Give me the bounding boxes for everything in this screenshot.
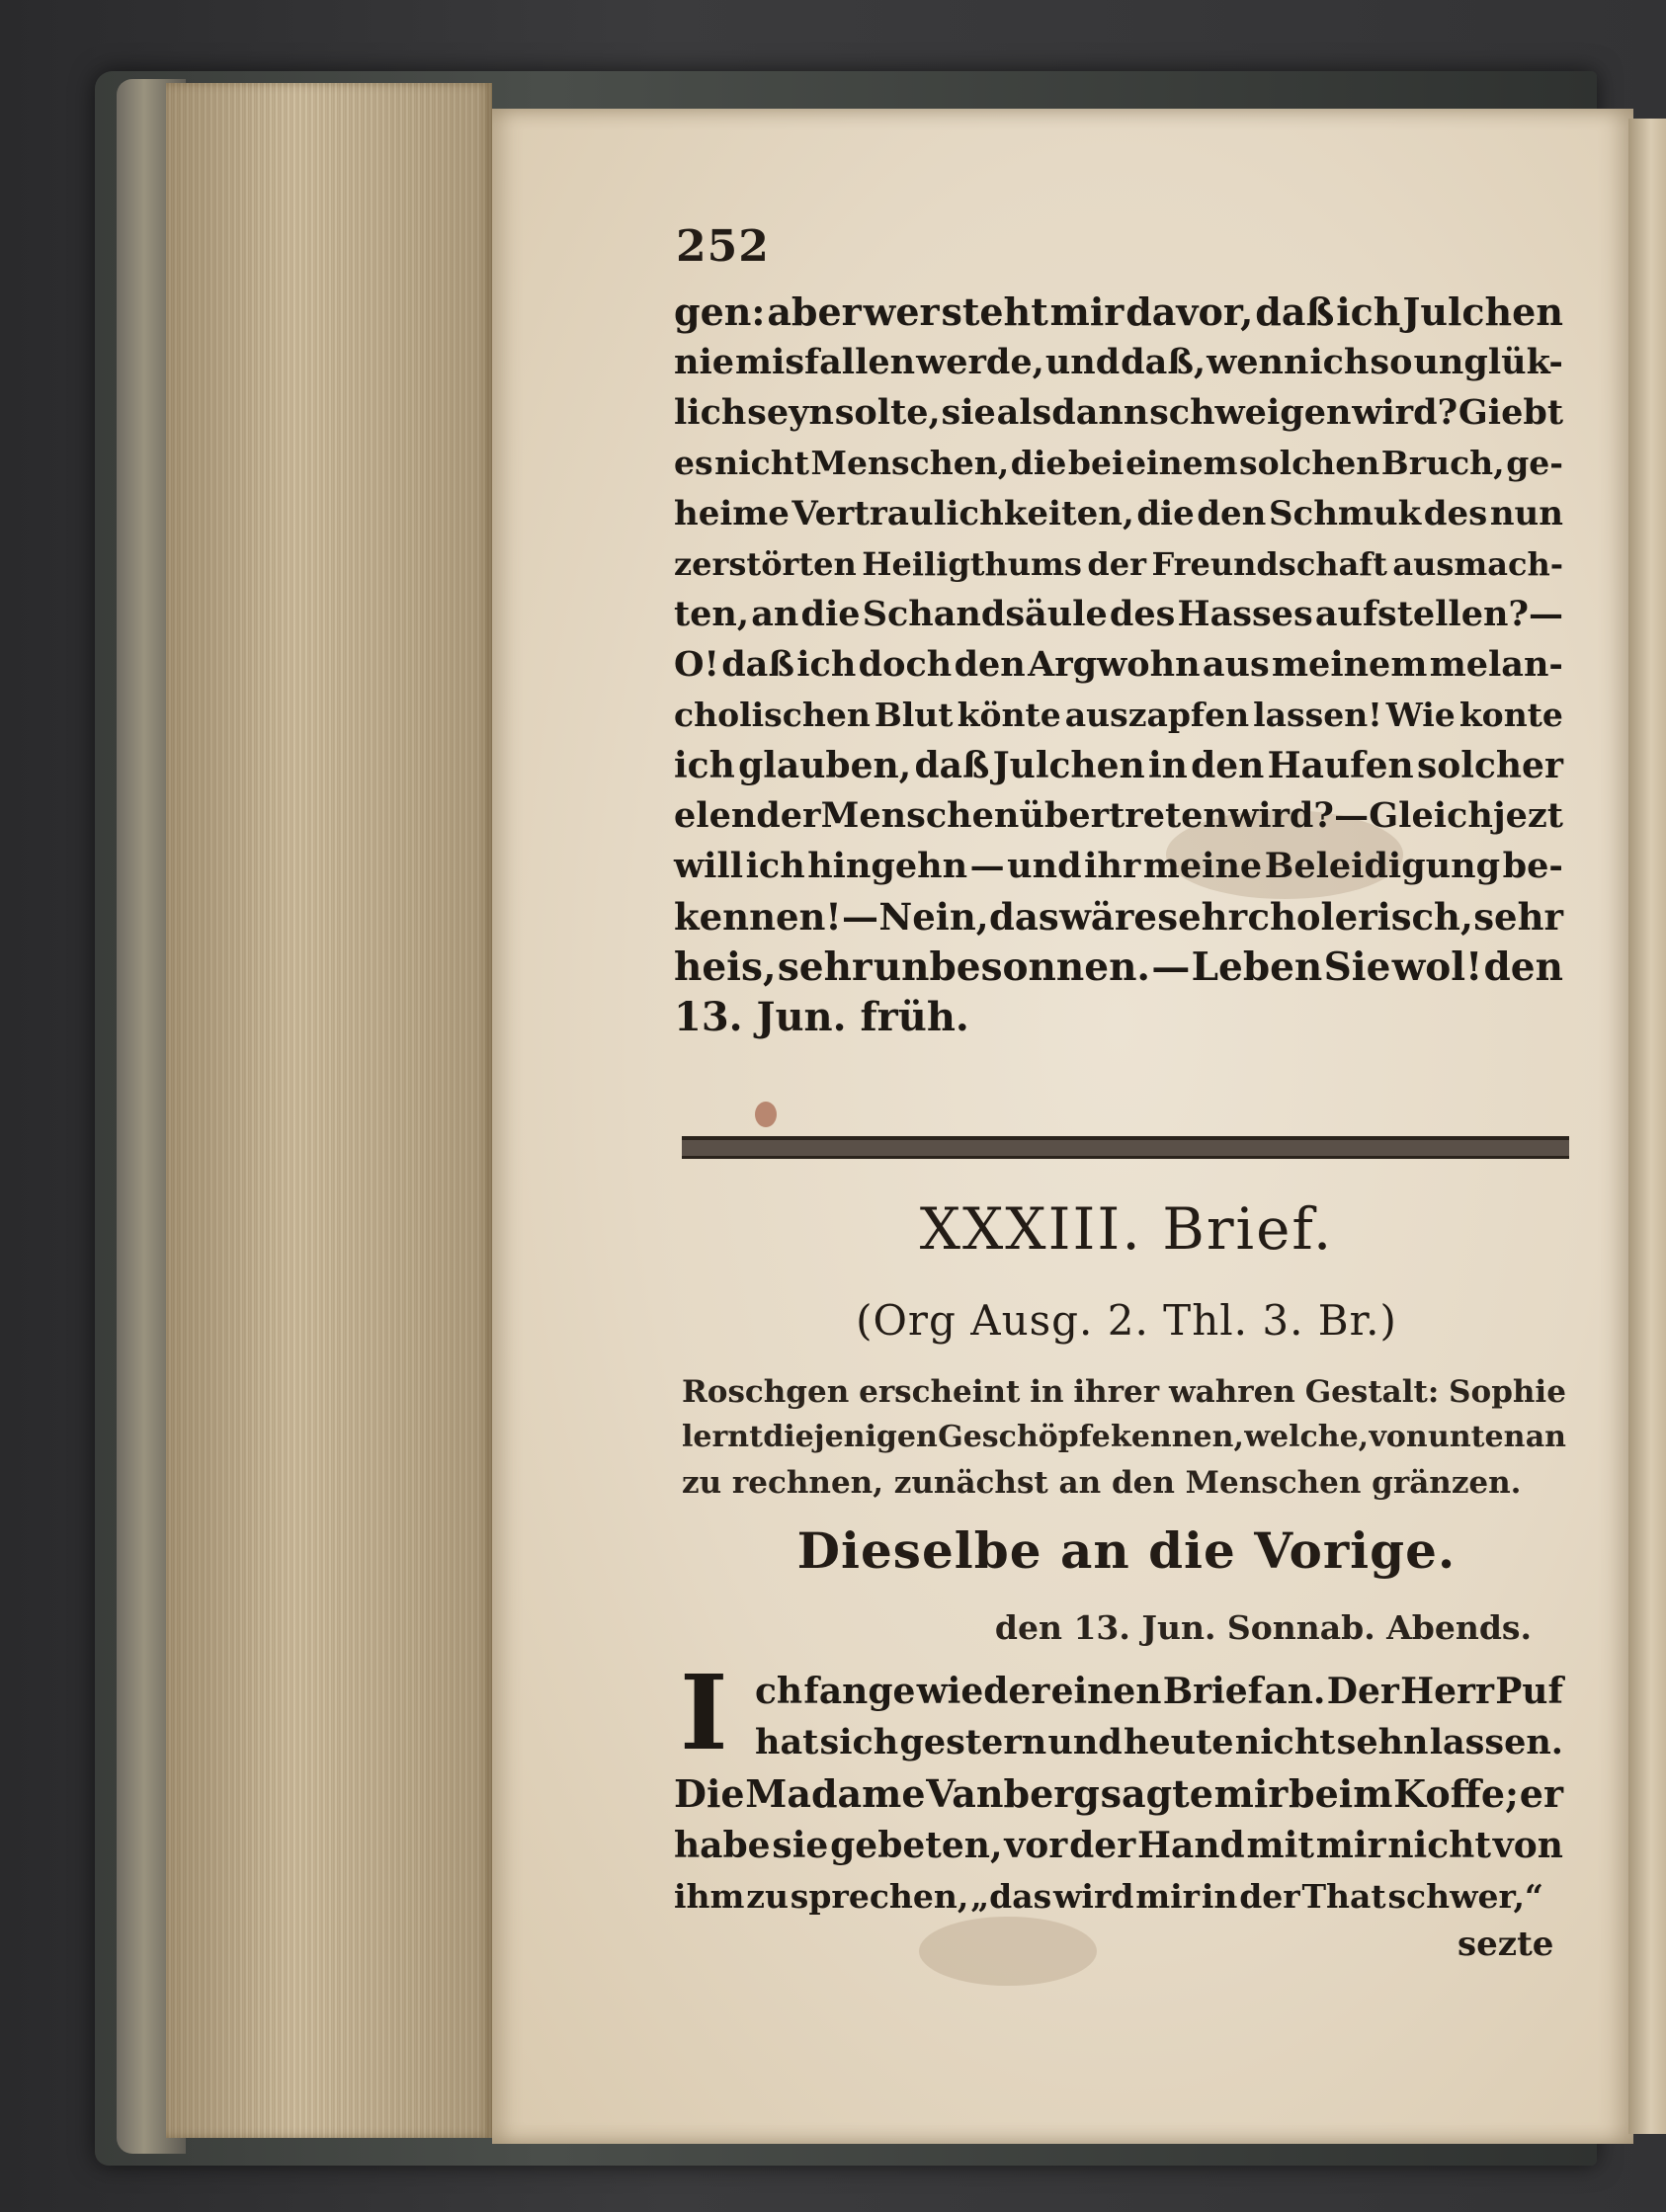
word: des: [1423, 494, 1488, 533]
word: lernt: [682, 1420, 763, 1454]
word: Gleich: [1369, 795, 1493, 836]
word: nie: [674, 342, 735, 382]
word: in: [1147, 745, 1188, 786]
text-line-content: [674, 893, 1563, 941]
word: cholischen: [674, 696, 871, 734]
word: Beleidigung: [1264, 846, 1501, 886]
text-line-content: [674, 540, 1563, 588]
word: wird: [1053, 1877, 1134, 1916]
word: nicht: [714, 444, 809, 482]
summary-line: [682, 1371, 1566, 1413]
word: ich: [796, 644, 857, 685]
word: mit: [1246, 1825, 1314, 1866]
word: diejenigen: [763, 1420, 938, 1454]
word: ich: [745, 846, 805, 886]
word: sie: [941, 392, 996, 433]
word: Giebt: [1458, 392, 1563, 433]
word: er: [1519, 1771, 1563, 1816]
word: daß: [1255, 289, 1335, 334]
text-line-content: [674, 843, 1563, 890]
word: heute: [1123, 1722, 1234, 1762]
word: Julchen: [992, 745, 1145, 786]
word: ich: [674, 745, 735, 786]
word: wird?: [1352, 392, 1458, 433]
word: ten,: [674, 594, 750, 634]
word: meinem: [1272, 644, 1428, 685]
word: Haufen: [1267, 745, 1414, 786]
word: wieder: [916, 1671, 1050, 1712]
paper-stain: [919, 1917, 1097, 1986]
word: die: [1010, 444, 1067, 482]
text-line-content: [674, 692, 1563, 739]
word: misfallen: [735, 342, 916, 382]
text-line: [674, 692, 1563, 739]
word: Freundschaft: [1151, 545, 1387, 583]
word: be-: [1502, 846, 1563, 886]
word: den: [954, 644, 1026, 685]
word: Wie: [1385, 696, 1456, 734]
word: hat: [755, 1722, 819, 1762]
word: Blut: [874, 696, 954, 734]
body-line-content: [755, 1668, 1563, 1715]
word: solchen: [1239, 444, 1380, 482]
word: Hasses: [1177, 594, 1313, 634]
body-line-content: [674, 1873, 1543, 1921]
text-line-content: [674, 339, 1563, 386]
word: wahren: [1168, 1374, 1295, 1410]
body-line: [755, 1668, 1563, 1715]
word: Puf: [1495, 1671, 1563, 1712]
body-line: [674, 1770, 1563, 1818]
word: solcher: [1417, 745, 1563, 786]
word: hingehn: [807, 846, 968, 886]
word: vor: [1004, 1825, 1068, 1866]
word: auszapfen: [1064, 696, 1250, 734]
word: zerstörten: [674, 545, 857, 583]
word: wird?: [1228, 795, 1334, 836]
text-line-content: [674, 389, 1563, 437]
facing-page-edge: [1628, 119, 1666, 2134]
word: daß,: [1121, 342, 1207, 382]
word: könte: [957, 696, 1061, 734]
dateline: den 13. Jun. Sonnab. Abends.: [994, 1608, 1532, 1647]
text-line-content: [674, 490, 1563, 537]
word: cholerisch,: [1247, 895, 1473, 939]
word: gestern: [899, 1722, 1047, 1762]
word: einen: [1050, 1671, 1162, 1712]
word: zu: [746, 1877, 789, 1916]
text-line: [674, 893, 1563, 941]
word: der: [1069, 1825, 1136, 1866]
text-line-content: [674, 742, 1563, 789]
word: heis,: [674, 944, 777, 990]
word: fange: [803, 1671, 916, 1712]
word: will: [674, 846, 744, 886]
word: unglük-: [1413, 342, 1563, 382]
word: That: [1301, 1877, 1386, 1916]
word: an: [1525, 1420, 1566, 1454]
word: Bruch,: [1380, 444, 1505, 482]
word: sehn: [1336, 1722, 1429, 1762]
text-line: [674, 994, 1563, 1041]
word: bei: [1067, 444, 1125, 482]
word: glauben,: [738, 745, 912, 786]
word: und: [1007, 846, 1082, 886]
word: alsdann: [996, 392, 1149, 433]
word: mir: [1135, 1877, 1201, 1916]
ink-spot: [755, 1102, 777, 1127]
text-line: [674, 742, 1563, 789]
word: solte,: [834, 392, 941, 433]
word: Sie: [1323, 944, 1391, 990]
word: lich: [674, 392, 747, 433]
word: die: [800, 594, 861, 634]
word: ihrer: [1073, 1374, 1160, 1410]
word: ich: [1336, 289, 1401, 334]
word: den: [1191, 745, 1265, 786]
word: Leben: [1191, 944, 1323, 990]
word: Madame: [745, 1771, 926, 1816]
word: wer: [863, 289, 940, 334]
drop-cap: I: [680, 1652, 728, 1773]
summary-line-content: [682, 1417, 1566, 1458]
page-block-shade: [166, 83, 492, 2138]
word: —: [842, 895, 879, 939]
word: aus: [1202, 644, 1270, 685]
word: heime: [674, 494, 790, 533]
word: Julchen: [1402, 289, 1563, 334]
word: wol!: [1391, 944, 1483, 990]
word: jezt: [1493, 795, 1563, 836]
word: Sophie: [1449, 1374, 1566, 1410]
word: gen:: [674, 289, 766, 334]
word: sagte: [1100, 1771, 1213, 1816]
catchword: sezte: [1458, 1925, 1554, 1964]
text-line: [674, 792, 1563, 840]
word: unbesonnen.: [873, 944, 1151, 990]
word: Menschen: [820, 795, 1020, 836]
word: konte: [1458, 696, 1563, 734]
text-line: [674, 943, 1563, 991]
text-line-content: [674, 641, 1563, 689]
word: Die: [674, 1771, 745, 1816]
body-line: [674, 1822, 1563, 1869]
word: seyn: [747, 392, 834, 433]
word: mir: [1315, 1825, 1386, 1866]
text-line-content: [674, 440, 1563, 487]
text-line: [674, 540, 1563, 588]
word: meine: [1142, 846, 1263, 886]
word: elender: [674, 795, 821, 836]
summary-line-content: zu rechnen, zunächst an den Menschen gränzen.: [682, 1465, 1522, 1501]
word: —: [1334, 795, 1370, 836]
text-line-content: [674, 288, 1563, 336]
text-line: [674, 591, 1563, 638]
word: kennen,: [1111, 1420, 1244, 1454]
word: aufstellen?—: [1314, 594, 1563, 634]
word: den: [1483, 944, 1563, 990]
word: wenn: [1207, 342, 1309, 382]
word: es: [674, 444, 713, 482]
word: und: [1047, 1722, 1123, 1762]
word: beim: [1289, 1771, 1393, 1816]
word: ausmach-: [1392, 545, 1563, 583]
word: erscheint: [859, 1374, 1021, 1410]
word: nicht: [1234, 1722, 1336, 1762]
word: melan-: [1429, 644, 1563, 685]
word: mir: [1213, 1771, 1289, 1816]
word: Der: [1326, 1671, 1399, 1712]
word: lassen!: [1253, 696, 1382, 734]
word: die: [1136, 494, 1195, 533]
word: daß: [914, 745, 990, 786]
summary-line: [682, 1417, 1566, 1458]
word: den: [1197, 494, 1267, 533]
word: Argwohn: [1028, 644, 1201, 685]
word: welche,: [1244, 1420, 1370, 1454]
word: habe: [674, 1825, 771, 1866]
word: Schmuk: [1268, 494, 1422, 533]
text-line-content: [674, 792, 1563, 840]
word: sie: [772, 1825, 829, 1866]
word: übertreten: [1019, 795, 1228, 836]
body-line-content: [755, 1719, 1563, 1766]
word: „das: [970, 1877, 1052, 1916]
letter-heading: XXXIII. Brief.: [919, 1195, 1334, 1263]
word: einem: [1125, 444, 1238, 482]
word: in: [1201, 1877, 1238, 1916]
word: sehr: [1473, 895, 1563, 939]
word: nicht: [1387, 1825, 1491, 1866]
word: der: [1239, 1877, 1300, 1916]
word: ich: [1309, 342, 1370, 382]
word: ge-: [1506, 444, 1563, 482]
word: ihm: [674, 1877, 745, 1916]
text-line: [674, 339, 1563, 386]
word: von: [1492, 1825, 1563, 1866]
text-line-content: [674, 943, 1563, 991]
body-line: [755, 1719, 1563, 1766]
word: Geschöpfe: [938, 1420, 1111, 1454]
text-line: [674, 490, 1563, 537]
edition-note: (Org Ausg. 2. Thl. 3. Br.): [856, 1296, 1397, 1345]
text-line: [674, 288, 1563, 336]
word: des: [1109, 594, 1176, 634]
word: Herr: [1400, 1671, 1494, 1712]
text-line: [674, 843, 1563, 890]
page-number: 252: [676, 221, 770, 272]
word: —: [1151, 944, 1191, 990]
word: kennen!: [674, 895, 842, 939]
word: von: [1369, 1420, 1428, 1454]
word: wäre: [1059, 895, 1157, 939]
word: das: [989, 895, 1059, 939]
word: werde,: [916, 342, 1044, 382]
summary-line: [682, 1462, 1566, 1504]
word: Brief: [1162, 1671, 1264, 1712]
text-line: [674, 440, 1563, 487]
word: —: [969, 846, 1005, 886]
word: an.: [1264, 1671, 1326, 1712]
word: der: [1087, 545, 1147, 583]
word: an: [751, 594, 799, 634]
word: sich: [819, 1722, 899, 1762]
word: Vanberg: [926, 1771, 1100, 1816]
word: Menschen,: [810, 444, 1010, 482]
word: Hand: [1137, 1825, 1245, 1866]
word: Koffe;: [1393, 1771, 1520, 1816]
word: davor,: [1125, 289, 1254, 334]
text-line-content: 13. Jun. früh.: [674, 994, 969, 1040]
word: aber: [767, 289, 862, 334]
word: sehr: [1157, 895, 1248, 939]
word: und: [1044, 342, 1121, 382]
word: ihr: [1084, 846, 1141, 886]
word: gebeten,: [830, 1825, 1003, 1866]
text-line: [674, 389, 1563, 437]
word: lassen.: [1429, 1722, 1563, 1762]
body-line-content: [674, 1770, 1563, 1818]
body-line-content: [674, 1822, 1563, 1869]
word: schweigen: [1149, 392, 1352, 433]
body-line: [674, 1873, 1543, 1921]
word: in: [1030, 1374, 1064, 1410]
word: daß: [721, 644, 794, 685]
word: sehr: [777, 944, 873, 990]
word: Heiligthums: [862, 545, 1082, 583]
word: Nein,: [878, 895, 989, 939]
section-divider-rule: [682, 1136, 1569, 1159]
word: Schandsäule: [862, 594, 1108, 634]
text-line: [674, 641, 1563, 689]
summary-line-content: [682, 1371, 1566, 1413]
text-line-content: [674, 591, 1563, 638]
word: mir: [1049, 289, 1125, 334]
word: ch: [755, 1671, 803, 1712]
word: steht: [941, 289, 1048, 334]
word: Vertraulichkeiten,: [791, 494, 1134, 533]
word: Roschgen: [682, 1374, 850, 1410]
word: nun: [1489, 494, 1563, 533]
word: Gestalt:: [1304, 1374, 1440, 1410]
addressee-heading: Dieselbe an die Vorige.: [796, 1521, 1457, 1580]
word: O!: [674, 644, 719, 685]
word: doch: [858, 644, 953, 685]
word: unten: [1428, 1420, 1526, 1454]
word: sprechen,: [790, 1877, 969, 1916]
word: schwer,“: [1387, 1877, 1543, 1916]
word: so: [1370, 342, 1413, 382]
